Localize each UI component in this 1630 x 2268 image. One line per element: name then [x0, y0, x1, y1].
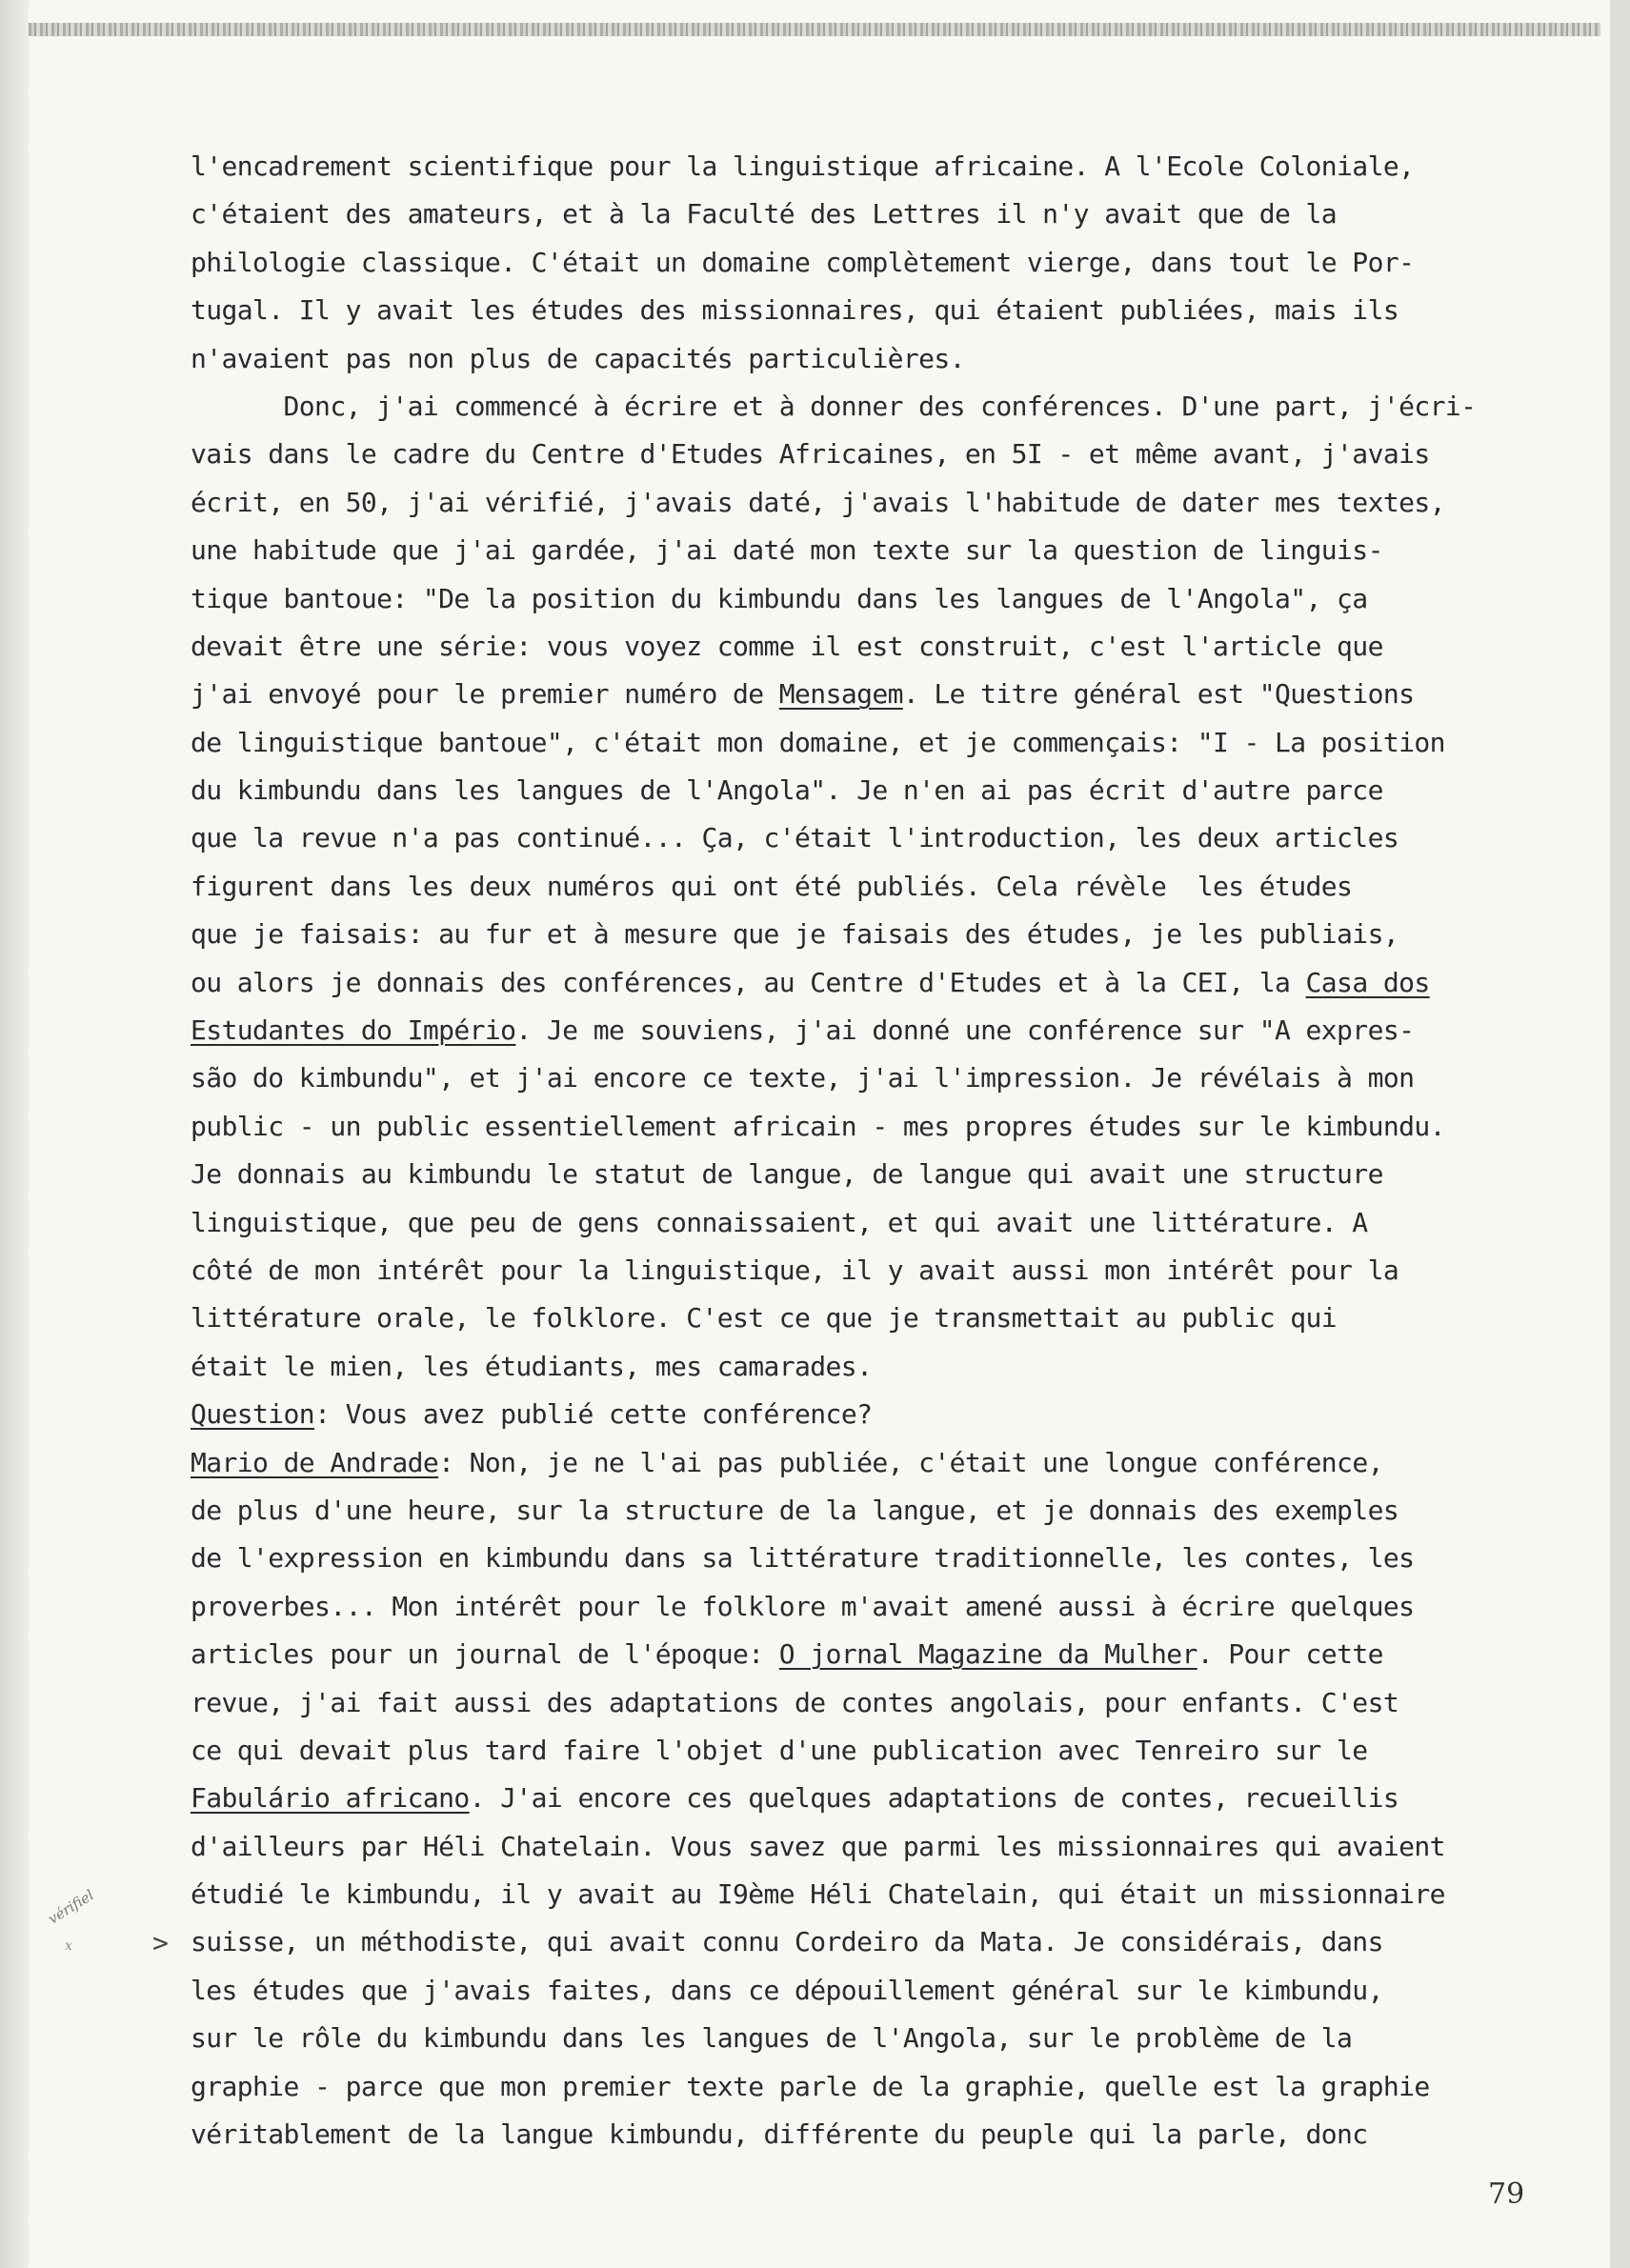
text-line [191, 671, 1572, 718]
text-segment: public - un public essentiellement africain - mes propres études sur le kimbundu. [191, 1110, 1445, 1142]
text-line [191, 2015, 1572, 2062]
text-line [191, 431, 1572, 478]
text-line [191, 1727, 1572, 1775]
text-line [191, 1151, 1572, 1198]
text-segment: étudié le kimbundu, il y avait au I9ème Héli Chatelain, qui était un missionnaire [191, 1878, 1445, 1911]
underlined-title: Mensagem [778, 678, 903, 711]
text-line [191, 863, 1572, 911]
text-line [191, 959, 1572, 1007]
text-segment: ou alors je donnais des conférences, au Centre d'Etudes et à la CEI, la [191, 966, 1306, 998]
text-line [191, 1007, 1572, 1054]
handwritten-margin-note: vérifiel [45, 1886, 97, 1928]
text-segment: são do kimbundu", et j'ai encore ce texte, j'ai l'impression. Je révélais à mon [191, 1062, 1415, 1094]
text-line [191, 383, 1572, 431]
text-segment: d'ailleurs par Héli Chatelain. Vous savez que parmi les missionnaires qui avaient [191, 1830, 1445, 1862]
text-line [191, 1343, 1572, 1391]
text-segment: devait être une série: vous voyez comme il est construit, c'est l'article que [191, 630, 1383, 662]
text-segment: j'ai envoyé pour le premier numéro de [191, 678, 779, 711]
text-segment: suisse, un méthodiste, qui avait connu Cordeiro da Mata. Je considérais, dans [191, 1926, 1383, 1958]
text-segment: : Non, je ne l'ai pas publiée, c'était une longue conférence, [438, 1446, 1383, 1478]
text-segment: figurent dans les deux numéros qui ont été publiés. Cela révèle les études [191, 870, 1353, 902]
text-segment: littérature orale, le folklore. C'est ce que je transmettait au public qui [191, 1302, 1338, 1335]
text-line [191, 1295, 1572, 1342]
text-segment: côté de mon intérêt pour la linguistique, il y avait aussi mon intérêt pour la [191, 1254, 1399, 1286]
text-segment: . J'ai encore ces quelques adaptations de contes, recueillis [469, 1782, 1399, 1815]
text-line [191, 335, 1572, 383]
scan-left-edge [0, 0, 29, 2268]
text-line [191, 1199, 1572, 1247]
text-segment: linguistique, que peu de gens connaissaient, et qui avait une littérature. A [191, 1206, 1368, 1238]
underlined-title: O jornal Magazine da Mulher [778, 1638, 1197, 1671]
text-segment: tique bantoue: "De la position du kimbundu dans les langues de l'Angola", ça [191, 582, 1368, 614]
text-line [191, 1583, 1572, 1631]
scan-right-edge [1610, 0, 1630, 2268]
text-segment: écrit, en 50, j'ai vérifié, j'avais daté, j'avais l'habitude de dater mes textes, [191, 486, 1445, 518]
underlined-title: Estudantes do Império [191, 1014, 516, 1047]
text-line [191, 1535, 1572, 1582]
underlined-title: Casa dos [1305, 966, 1430, 998]
text-segment: de plus d'une heure, sur la structure de la langue, et je donnais des exemples [191, 1494, 1399, 1526]
text-line [191, 527, 1572, 574]
underlined-title: Question [191, 1398, 315, 1431]
text-segment: revue, j'ai fait aussi des adaptations de contes angolais, pour enfants. C'est [191, 1686, 1399, 1718]
text-segment: tugal. Il y avait les études des missionnaires, qui étaient publiées, mais ils [191, 294, 1399, 327]
text-segment: de l'expression en kimbundu dans sa littérature traditionnelle, les contes, les [191, 1542, 1415, 1575]
text-segment: philologie classique. C'était un domaine complètement vierge, dans tout le Por- [191, 246, 1415, 278]
text-segment: articles pour un journal de l'époque: [191, 1638, 779, 1671]
text-line [191, 479, 1572, 527]
text-line [191, 191, 1572, 238]
text-segment: véritablement de la langue kimbundu, différente du peuple qui la parle, donc [191, 2118, 1368, 2151]
text-line [191, 814, 1572, 862]
text-segment: . Pour cette [1197, 1638, 1383, 1671]
underlined-title: Fabulário africano [191, 1782, 470, 1815]
handwritten-margin-mark: x [65, 1938, 72, 1954]
text-segment: du kimbundu dans les langues de l'Angola". Je n'en ai pas écrit d'autre parce [191, 774, 1383, 807]
text-line [191, 1967, 1572, 2015]
text-segment: sur le rôle du kimbundu dans les langues de l'Angola, sur le problème de la [191, 2022, 1353, 2055]
text-line [191, 767, 1572, 814]
text-segment: de linguistique bantoue", c'était mon domaine, et je commençais: "I - La position [191, 726, 1445, 758]
scan-top-edge [29, 23, 1600, 36]
margin-arrow-mark: > [152, 1927, 169, 1958]
text-line [191, 1631, 1572, 1678]
text-line [191, 1871, 1572, 1918]
text-line [191, 2111, 1572, 2158]
text-segment: n'avaient pas non plus de capacités particulières. [191, 342, 965, 374]
text-segment: ce qui devait plus tard faire l'objet d'une publication avec Tenreiro sur le [191, 1734, 1368, 1766]
text-segment: Je donnais au kimbundu le statut de langue, de langue qui avait une structure [191, 1158, 1383, 1191]
document-body [191, 143, 1572, 2158]
text-line [191, 2063, 1572, 2111]
text-line [191, 1247, 1572, 1295]
text-segment: que la revue n'a pas continué... Ça, c'était l'introduction, les deux articles [191, 822, 1399, 854]
text-line [191, 239, 1572, 287]
text-segment: c'étaient des amateurs, et à la Faculté des Lettres il n'y avait que de la [191, 198, 1338, 231]
text-line [191, 1391, 1572, 1438]
text-line [191, 1487, 1572, 1535]
text-line [191, 575, 1572, 623]
text-line [191, 1439, 1572, 1487]
text-segment: l'encadrement scientifique pour la linguistique africaine. A l'Ecole Coloniale, [191, 151, 1415, 182]
text-segment: . Je me souviens, j'ai donné une conférence sur "A expres- [515, 1014, 1415, 1047]
text-line [191, 623, 1572, 671]
text-line [191, 1823, 1572, 1871]
text-segment: graphie - parce que mon premier texte parle de la graphie, quelle est la graphie [191, 2070, 1430, 2102]
text-line [191, 287, 1572, 334]
text-segment: vais dans le cadre du Centre d'Etudes Africaines, en 5I - et même avant, j'avais [191, 438, 1430, 471]
text-line [191, 143, 1572, 191]
text-line [191, 1918, 1572, 1966]
text-line [191, 1054, 1572, 1102]
text-segment: Donc, j'ai commencé à écrire et à donner des conférences. D'une part, j'écri- [191, 390, 1477, 422]
text-line [191, 1775, 1572, 1822]
text-segment: une habitude que j'ai gardée, j'ai daté mon texte sur la question de linguis- [191, 534, 1383, 567]
text-segment: les études que j'avais faites, dans ce dépouillement général sur le kimbundu, [191, 1974, 1383, 2006]
text-line [191, 719, 1572, 767]
underlined-title: Mario de Andrade [191, 1446, 439, 1478]
text-segment: . Le titre général est "Questions [902, 678, 1415, 711]
text-segment: était le mien, les étudiants, mes camarades. [191, 1350, 873, 1382]
text-line [191, 911, 1572, 958]
text-segment: : Vous avez publié cette conférence? [314, 1398, 873, 1431]
text-line [191, 1103, 1572, 1151]
text-segment: proverbes... Mon intérêt pour le folklore m'avait amené aussi à écrire quelques [191, 1590, 1415, 1622]
text-line [191, 1679, 1572, 1727]
text-segment: que je faisais: au fur et à mesure que je faisais des études, je les publiais, [191, 918, 1399, 951]
page-number: 79 [1488, 2178, 1525, 2211]
